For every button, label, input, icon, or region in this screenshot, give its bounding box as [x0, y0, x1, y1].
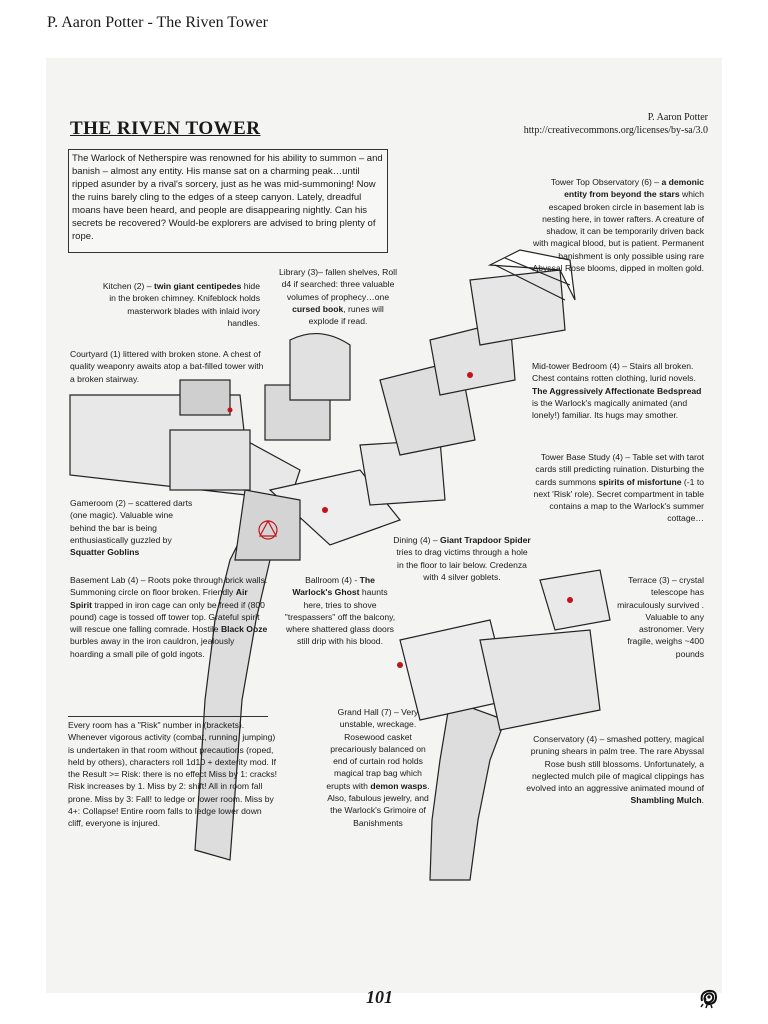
page-number: 101 — [366, 987, 393, 1007]
gameroom-monster: Squatter Goblins — [70, 547, 140, 558]
observatory-text: Tower Top Observatory (6) – — [550, 177, 662, 187]
tower-top-observatory — [470, 270, 565, 345]
dining-text-2: tries to drag victims through a hole in the floor to lair below. Credenza with 4 silver goblets. — [396, 547, 528, 582]
study-monster: spirits of misfortune — [598, 476, 682, 487]
bedroom-note — [532, 360, 707, 421]
courtyard-tower — [180, 380, 230, 415]
basement-ally: Air Spirit — [70, 587, 248, 610]
rules-divider — [68, 716, 268, 717]
bedroom-text-2: is the Warlock's magically animated (and lonely!) familiar. Its hugs may smother. — [532, 397, 688, 421]
library-text-2: , runes will explode if read. — [308, 303, 384, 327]
library-note — [278, 266, 398, 327]
terrace-note: Terrace (3) – crystal telescope has miraculously survived . Valuable to any astronomer. Very fragile, weighs ~400 pounds — [617, 575, 704, 659]
ballroom-monster: The Warlock's Ghost — [292, 575, 375, 598]
gameroom-text: Gameroom (2) – scattered darts (one magic). Valuable wine behind the bar is being enthusiastically guzzled by — [70, 498, 193, 545]
kitchen-monster: twin giant centipedes — [153, 281, 242, 291]
grandhall-text: Grand Hall (7) – Very unstable, wreckage. Rosewood casket precariously balanced on end of curtain rod holds magical trap bag which erupts with — [326, 707, 426, 791]
running-header: P. Aaron Potter - The Riven Tower — [47, 14, 268, 31]
conservatory-text: Conservatory (4) – smashed pottery, magical pruning shears in palm tree. The rare Abyssal Rose bush still blossoms. Unfortunately, a neglected mulch pile of magical clippings has evolved into an aggressive animated mound of — [526, 734, 704, 794]
basement-monster: Black Ooze — [220, 624, 268, 635]
library-text: Library (3)– fallen shelves, Roll d4 if searched: three valuable volumes of prophecy…one — [279, 267, 397, 302]
license-url: http://creativecommons.org/licenses/by-sa/3.0 — [523, 125, 708, 136]
kitchen-text-2: hide in the broken chimney. Knifeblock holds masterwork blades with inlaid ivory handles. — [109, 281, 260, 328]
kitchen-note — [100, 280, 260, 329]
right-cliff — [430, 700, 505, 880]
basement-text: Basement Lab (4) – Roots poke through brick walls. Summoning circle on floor broken. Friendly — [70, 575, 268, 598]
ballroom-text-2: haunts here, tries to shove "trespassers" off the balcony, where shattered glass doors still drip with his blood. — [284, 587, 396, 647]
dining-monster: Giant Trapdoor Spider — [440, 535, 531, 545]
grandhall-text-2: . Also, fabulous jewelry, and the Warlock's Grimoire of Banishments — [327, 780, 430, 828]
gameroom-note — [70, 497, 200, 558]
observatory-text-2: which escaped broken circle in basement lab is nesting here, in tower rafters. A creature of shadow, it can be temporarily driven back with magical blood, but is patient. Permanent banishment is only possible using rare Abyssal Rose blooms, dipped in molten gold. — [532, 189, 704, 274]
basement-text-2: trapped in iron cage can only be freed if (800 pound) cage is tossed off tower top. Grateful spirit will rescue one falling comrade. Hostile — [70, 599, 265, 635]
publisher-logo-icon — [698, 987, 720, 1009]
study-text-2: (-1 to next 'Risk' role). Secret compartment in table contains a map to the Warlock's summer cottage… — [533, 476, 704, 524]
ballroom-text: Ballroom (4) - — [305, 575, 360, 585]
intro-box: The Warlock of Netherspire was renowned for his ability to summon – and banish – almost any entity. His manse sat on a charming peak…until ripped asunder by a rival's sorcery, just as he was mid-summoning! Now the ruins barely cling to the edges of a steep canyon. Lately, dreadful moans have been heard, and people are disappearing nightly. Can his secrets be recovered? Would-be explorers are advised to bring plenty of rope. — [68, 149, 388, 253]
gameroom — [170, 430, 250, 490]
author-name: P. Aaron Potter — [647, 112, 708, 123]
library-item: cursed book — [292, 303, 344, 314]
library — [290, 334, 350, 400]
kitchen-text: Kitchen (2) – — [102, 281, 154, 291]
rules-text: Every room has a "Risk" number in (brackets). Whenever vigorous activity (combat, running, jumping) is undertaken in that room without precautions (roped, held by others), characters roll 1d10 + dexterity mod. If the Result >= Risk: there is no effect Miss by 1: cracks! Risk increases by 1. Miss by 2: shift! All in room fall prone. Miss by 3: Fall! to ledge or lower room. Miss by 4+: Collapse! Entire room falls to ledge lower down cliff, everyone is injured. — [68, 720, 278, 829]
bedroom-text: Mid-tower Bedroom (4) – Stairs all broken. Chest contains rotten clothing, lurid novels. — [532, 361, 696, 384]
conservatory — [480, 630, 600, 730]
study-text: Tower Base Study (4) – Table set with tarot cards still predicting ruination. Disturbing the cards summons — [535, 452, 704, 487]
risk-rules — [68, 716, 278, 830]
basement-lab — [235, 490, 300, 560]
study-note — [522, 451, 704, 525]
page-title: THE RIVEN TOWER — [70, 118, 261, 139]
conservatory-note — [522, 733, 704, 807]
ballroom-note — [284, 574, 396, 648]
observatory-note — [532, 176, 704, 274]
grandhall-monster: demon wasps — [370, 780, 428, 791]
conservatory-monster: Shambling Mulch — [630, 795, 702, 806]
grandhall-note — [322, 706, 434, 829]
dining-text: Dining (4) – — [393, 535, 441, 545]
author-credit — [524, 111, 708, 137]
bedroom-monster: The Aggressively Affectionate Bedspread — [532, 385, 702, 396]
basement-note — [70, 574, 270, 660]
conservatory-text-2: . — [701, 795, 704, 806]
observatory-monster: a demonic entity from beyond the stars — [564, 177, 704, 200]
courtyard-note: Courtyard (1) littered with broken stone. A chest of quality weaponry awaits atop a bat-filled tower with a broken stairway. — [70, 349, 264, 384]
basement-text-3: burbles away in the iron cauldron, jealously hoarding a small pile of gold ingots. — [70, 636, 235, 659]
dining-note — [392, 534, 532, 583]
terrace — [540, 570, 610, 630]
